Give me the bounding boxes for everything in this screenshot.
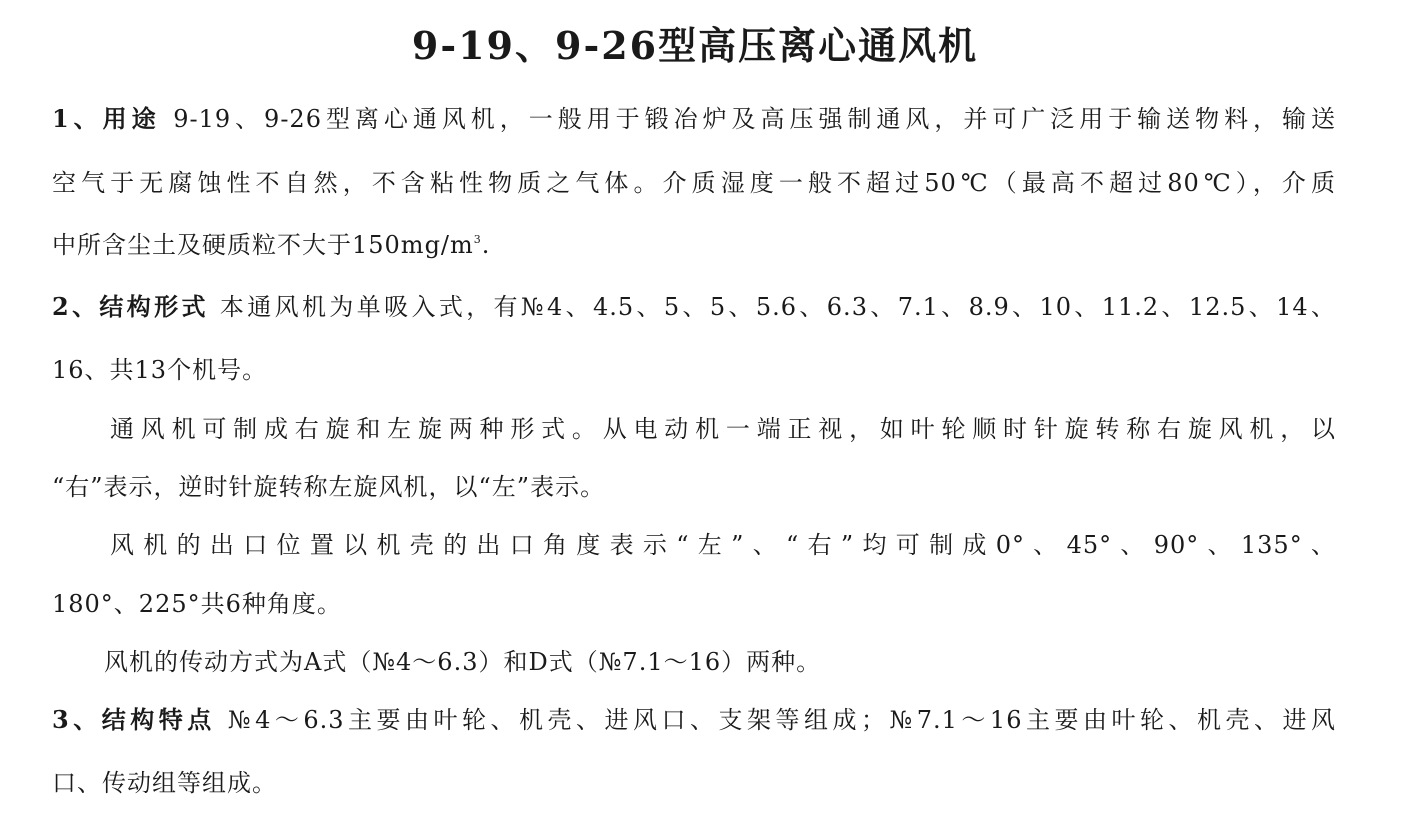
section-1-text-3: 中所含尘土及硬质粒不大于150mg/m: [52, 231, 474, 259]
section-1-line-1: [52, 102, 1336, 136]
section-2-para-4-line-1: 风机的传动方式为A式（№4～6.3）和D式（№7.1～16）两种。: [104, 648, 822, 676]
section-3-line-1: [52, 703, 1336, 737]
section-2-line-2: 16、共13个机号。: [52, 356, 268, 384]
section-2-para-3-line-2: 180°、225°共6种角度。: [52, 590, 342, 618]
section-1-line-3: [52, 228, 1336, 262]
section-2-line-1: [52, 290, 1336, 324]
section-3-line-2: 口、传动组等组成。: [52, 769, 277, 797]
page-title: 9-19、9-26型高压离心通风机: [411, 23, 979, 68]
section-2-heading: 2、结构形式: [52, 292, 209, 321]
section-2-text-1: 本通风机为单吸入式，有№4、4.5、5、5、5.6、6.3、7.1、8.9、10、11.2、12.5、14、: [208, 293, 1336, 321]
superscript-three: 3: [473, 233, 482, 246]
section-1-heading: 1、用途: [52, 104, 161, 133]
section-3-heading: 3、结构特点: [52, 705, 216, 734]
section-1-line-2: 空气于无腐蚀性不自然，不含粘性物质之气体。介质湿度一般不超过50℃（最高不超过80℃），介质: [52, 169, 1336, 197]
section-2-para-2-line-2: “右”表示，逆时针旋转称左旋风机，以“左”表示。: [52, 473, 606, 501]
section-3-text-1: №4～6.3主要由叶轮、机壳、进风口、支架等组成；№7.1～16主要由叶轮、机壳、进风: [215, 706, 1336, 734]
section-2-para-3-line-1: 风机的出口位置以机壳的出口角度表示“左”、“右”均可制成0°、45°、90°、135°、: [110, 531, 1336, 559]
section-1-text-3-end: .: [481, 231, 491, 259]
section-2-para-2-line-1: 通风机可制成右旋和左旋两种形式。从电动机一端正视，如叶轮顺时针旋转称右旋风机，以: [110, 415, 1336, 443]
section-1-text-1: 9-19、9-26型离心通风机，一般用于锻冶炉及高压强制通风，并可广泛用于输送物料，输送: [160, 105, 1336, 133]
